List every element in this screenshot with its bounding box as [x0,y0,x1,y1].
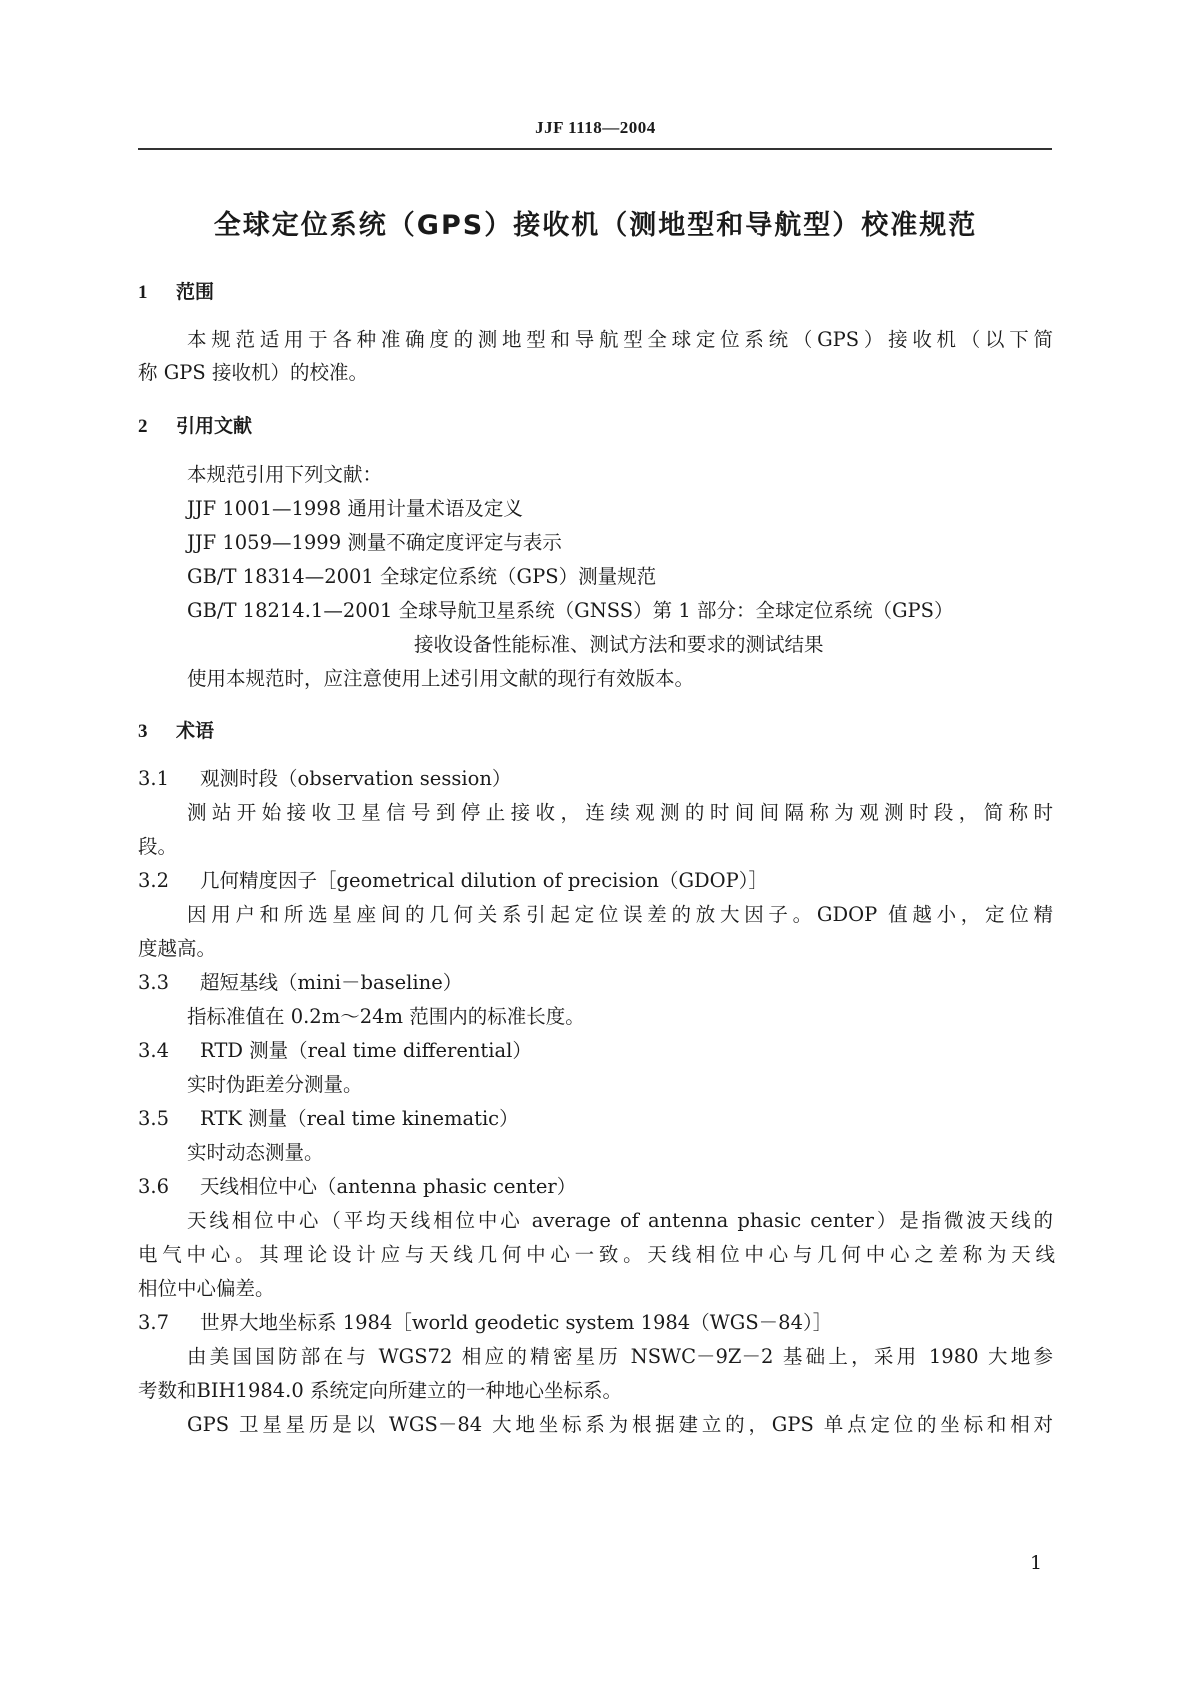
section-number: 3 [138,721,148,742]
term-number: 3.5 [138,1107,170,1130]
section-title: 范围 [176,281,215,303]
term-definition-line: 实时伪距差分测量。 [187,1073,363,1096]
term-definition-line: 实时动态测量。 [187,1141,324,1164]
term-title: 超短基线（mini－baseline） [200,971,463,994]
term-definition-line: 度越高。 [138,937,217,960]
term-title: 几何精度因子［geometrical dilution of precision（GDOP）］ [200,869,769,892]
term-heading-3-6 [138,1174,576,1200]
reference-item: GB/T 18214.1—2001 全球导航卫星系统（GNSS）第 1 部分：全球定位系统（GPS） [187,599,954,622]
term-number: 3.1 [138,767,170,790]
section-heading-terms [138,718,214,745]
term-title: 天线相位中心（antenna phasic center） [200,1175,577,1198]
term-definition-line: 相位中心偏差。 [138,1277,275,1300]
document-title: 全球定位系统（GPS）接收机（测地型和导航型）校准规范 [213,210,978,241]
term-title: 世界大地坐标系 1984［world geodetic system 1984（WGS－84）］ [200,1311,833,1334]
standard-code-header: JJF 1118—2004 [535,118,656,137]
term-definition-line: 考数和BIH1984.0 系统定向所建立的一种地心坐标系。 [138,1379,622,1402]
term-definition-line: 测站开始接收卫星信号到停止接收，连续观测的时间间隔称为观测时段，简称时 [187,801,1053,824]
term-number: 3.4 [138,1039,170,1062]
term-definition-line: 电气中心。其理论设计应与天线几何中心一致。天线相位中心与几何中心之差称为天线 [138,1243,1055,1266]
page-number: 1 [1030,1552,1043,1574]
reference-item: JJF 1059—1999 测量不确定度评定与表示 [187,531,562,554]
term-definition-line: GPS 卫星星历是以 WGS－84 大地坐标系为根据建立的，GPS 单点定位的坐标和相对 [187,1413,1053,1436]
term-heading-3-5 [138,1106,519,1132]
term-definition-line: 指标准值在 0.2m～24m 范围内的标准长度。 [187,1005,585,1028]
section-number: 1 [138,282,148,303]
term-definition-line: 天线相位中心（平均天线相位中心 average of antenna phasic center）是指微波天线的 [187,1209,1053,1232]
term-number: 3.2 [138,869,170,892]
reference-item-continuation: 接收设备性能标准、测试方法和要求的测试结果 [414,633,824,656]
term-heading-3-2 [138,868,768,894]
term-definition-line: 由美国国防部在与 WGS72 相应的精密星历 NSWC－9Z－2 基础上，采用 1980 大地参 [187,1345,1053,1368]
term-number: 3.3 [138,971,170,994]
section-title: 术语 [176,720,215,742]
reference-item: JJF 1001—1998 通用计量术语及定义 [187,497,523,520]
term-title: RTD 测量（real time differential） [200,1039,532,1062]
section-heading-references [138,413,252,440]
term-title: RTK 测量（real time kinematic） [200,1107,519,1130]
term-heading-3-4 [138,1038,532,1064]
references-intro: 本规范引用下列文献： [187,463,383,486]
term-number: 3.6 [138,1175,170,1198]
header-rule-divider [138,148,1052,150]
references-note: 使用本规范时，应注意使用上述引用文献的现行有效版本。 [187,667,695,690]
term-title: 观测时段（observation session） [200,767,512,790]
term-definition-line: 因用户和所选星座间的几何关系引起定位误差的放大因子。GDOP 值越小，定位精 [187,903,1053,926]
section-number: 2 [138,416,148,437]
section-heading-scope [138,279,214,306]
section-title: 引用文献 [176,415,253,437]
scope-paragraph-line-2: 称 GPS 接收机）的校准。 [138,361,368,384]
term-number: 3.7 [138,1311,170,1334]
term-definition-line: 段。 [138,835,178,858]
scope-paragraph-line-1: 本规范适用于各种准确度的测地型和导航型全球定位系统（GPS）接收机（以下简 [187,328,1053,351]
term-heading-3-1 [138,766,511,792]
term-heading-3-7 [138,1310,832,1336]
reference-item: GB/T 18314—2001 全球定位系统（GPS）测量规范 [187,565,657,588]
term-heading-3-3 [138,970,462,996]
